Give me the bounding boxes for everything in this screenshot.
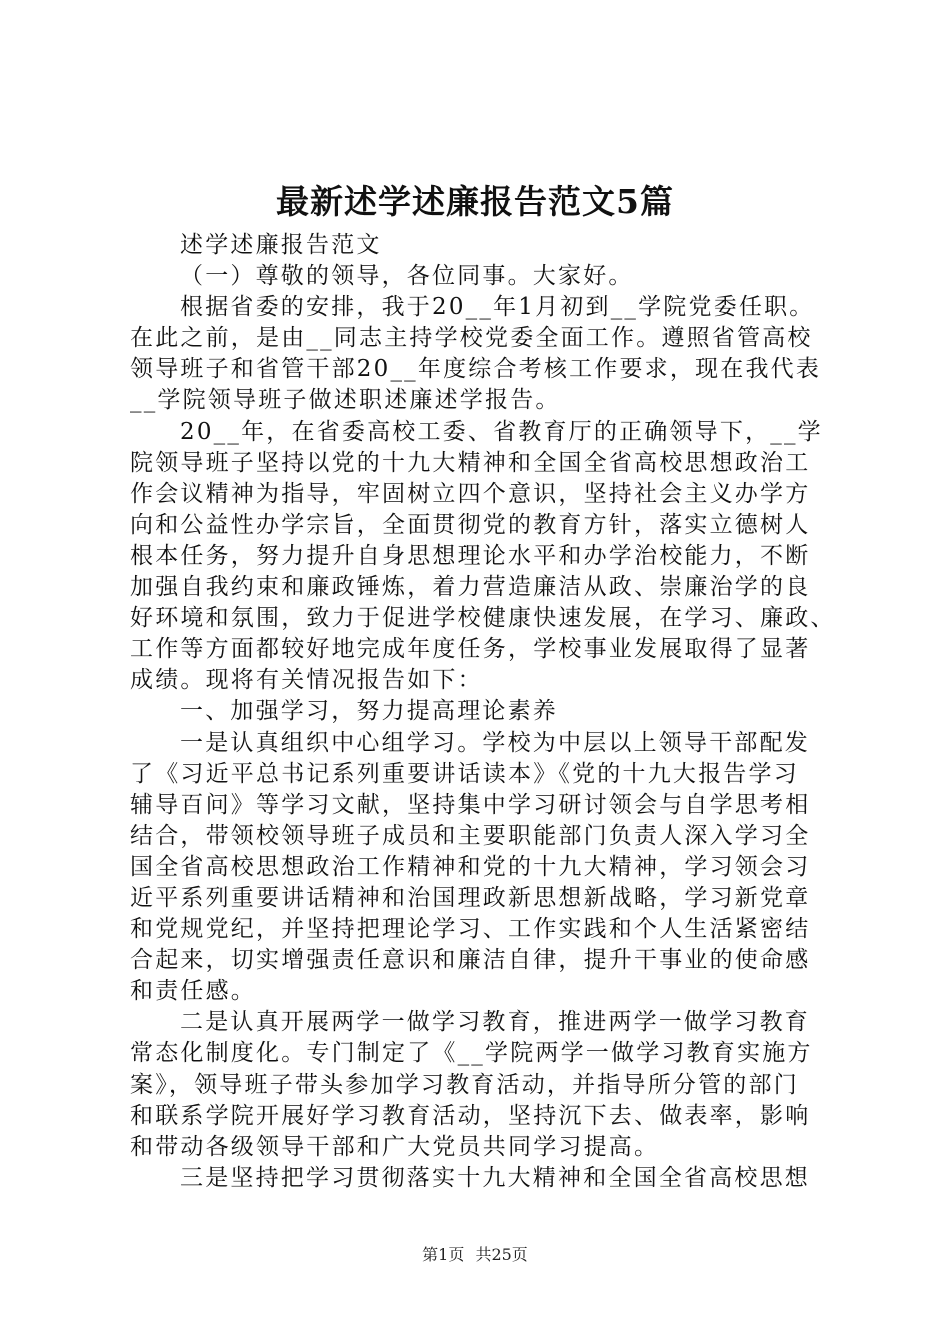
text-line: 工作等方面都较好地完成年度任务，学校事业发展取得了显著 (130, 636, 811, 663)
text-line: （一）尊敬的领导，各位同事。大家好。 (180, 263, 634, 290)
text-line: 和党规党纪，并坚持把理论学习、工作实践和个人生活紧密结 (130, 916, 811, 943)
text-line: 向和公益性办学宗旨，全面贯彻党的教育方针，落实立德树人 (130, 511, 811, 538)
text-line: 和责任感。 (130, 978, 256, 1005)
text-line: 根据省委的安排，我于20__年1月初到__学院党委任职。 (180, 294, 815, 321)
text-line: 了《习近平总书记系列重要讲话读本》《党的十九大报告学习 (130, 760, 799, 787)
text-line: 常态化制度化。专门制定了《__学院两学一做学习教育实施方 (130, 1040, 813, 1067)
text-line: 近平系列重要讲话精神和治国理政新思想新战略，学习新党章 (130, 884, 811, 911)
text-line: 结合，带领校领导班子成员和主要职能部门负责人深入学习全 (130, 822, 811, 849)
text-line: 国全省高校思想政治工作精神和党的十九大精神，学习领会习 (130, 853, 811, 880)
text-line: 领导班子和省管干部20__年度综合考核工作要求，现在我代表 (130, 356, 822, 383)
text-line: 合起来，切实增强责任意识和廉洁自律，提升干事业的使命感 (130, 947, 811, 974)
text-line: 在此之前，是由__同志主持学校党委全面工作。遵照省管高校 (130, 325, 813, 352)
text-line: 辅导百问》等学习文献，坚持集中学习研讨领会与自学思考相 (130, 791, 811, 818)
text-line: 成绩。现将有关情况报告如下： (130, 667, 483, 694)
text-line: 一、加强学习，努力提高理论素养 (180, 698, 558, 725)
text-line: 院领导班子坚持以党的十九大精神和全国全省高校思想政治工 (130, 449, 811, 476)
text-line: 好环境和氛围，致力于促进学校健康快速发展，在学习、廉政、 (130, 605, 836, 632)
text-line: 一是认真组织中心组学习。学校为中层以上领导干部配发 (180, 729, 810, 756)
text-line: 20__年，在省委高校工委、省教育厅的正确领导下，__学 (180, 418, 823, 445)
document-title: 最新述学述廉报告范文5篇 (276, 182, 674, 221)
text-line: 作会议精神为指导，牢固树立四个意识，坚持社会主义办学方 (130, 480, 811, 507)
text-line: 和带动各级领导干部和广大党员共同学习提高。 (130, 1133, 660, 1160)
text-line: 和联系学院开展好学习教育活动，坚持沉下去、做表率，影响 (130, 1102, 811, 1129)
text-line: __学院领导班子做述职述廉述学报告。 (130, 387, 561, 414)
text-line: 加强自我约束和廉政锤炼，着力营造廉洁从政、崇廉治学的良 (130, 574, 811, 601)
text-line: 述学述廉报告范文 (180, 232, 382, 258)
document-body (130, 230, 836, 1194)
text-line: 三是坚持把学习贯彻落实十九大精神和全国全省高校思想 (180, 1164, 810, 1191)
text-line: 案》，领导班子带头参加学习教育活动，并指导所分管的部门 (130, 1071, 799, 1098)
page-number-footer: 第1页 共25页 (422, 1245, 528, 1264)
text-line: 根本任务，努力提升自身思想理论水平和办学治校能力，不断 (130, 542, 811, 569)
text-line: 二是认真开展两学一做学习教育，推进两学一做学习教育 (180, 1009, 810, 1036)
